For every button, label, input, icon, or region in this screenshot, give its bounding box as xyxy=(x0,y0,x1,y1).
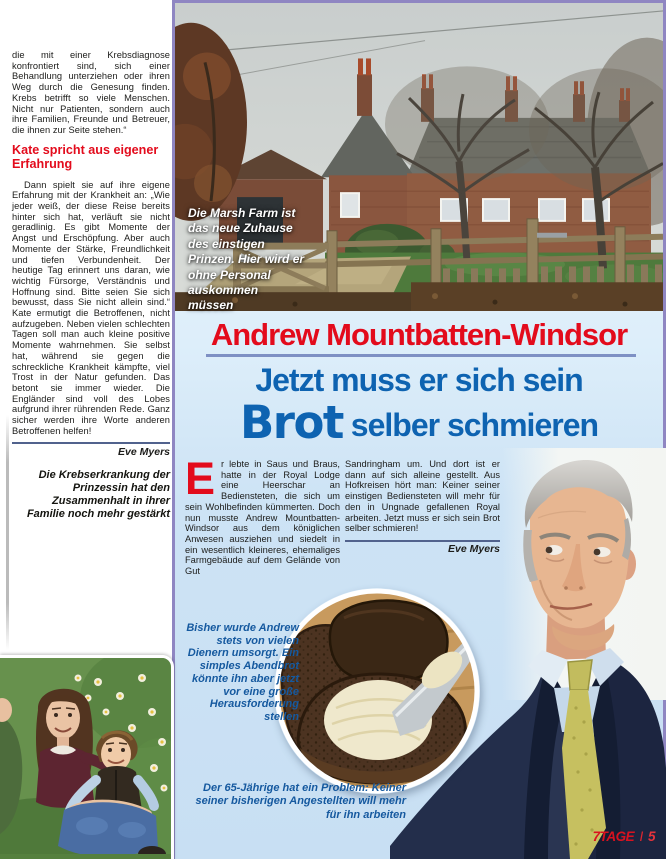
left-article-byline: Eve Myers xyxy=(118,445,170,458)
headline-line2 xyxy=(175,396,663,449)
kicker-headline: Andrew Mountbatten-Windsor xyxy=(210,317,628,352)
kate-family-illustration xyxy=(0,658,171,859)
article-column-2-text: Sandringham um. Und dort ist er dann auf sich alleine gestellt. Aus Hofkreisen hört man: Keiner seiner einstigen Bediensteten will mehr für den in Ungnade gefallenen Royal arbeiten. Jetzt muss er sich sein Brot selber schmieren! xyxy=(345,459,500,534)
farm-photo-caption: Die Marsh Farm ist das neue Zuhause des einstigen Prinzen. Hier wird er ohne Personal auskommen müssen xyxy=(188,206,305,313)
main-article-byline: Eve Myers xyxy=(448,542,500,555)
bread-photo xyxy=(274,588,480,794)
bread-illustration xyxy=(274,588,480,794)
kate-family-photo xyxy=(0,655,174,859)
headline-line2-rest: selber schmieren xyxy=(342,407,599,443)
left-article-paragraph-1: die mit einer Krebsdiagnose konfrontiert sind, sich einer Behandlung unterziehen oder ihren Weg durch die Genesung finden. Krebs betrifft so viele Menschen. Nicht nur Patienten, sondern auch ihre Familien, Freunde und Betreuer, die ihnen zur Seite stehen.“ xyxy=(12,50,170,135)
page-footer xyxy=(545,829,655,844)
divider-rule xyxy=(12,442,170,444)
headline-line1: Jetzt muss er sich sein xyxy=(255,362,583,398)
page-number: 5 xyxy=(647,829,655,844)
left-article-heading: Kate spricht aus eigener Erfahrung xyxy=(12,142,159,171)
main-headline xyxy=(175,360,663,448)
magazine-logo: 7TAGE xyxy=(592,829,635,844)
problem-caption: Der 65-Jährige hat ein Problem: Keiner seiner bisherigen Angestellten will mehr für ihn arbeiten xyxy=(195,782,406,821)
page-curl-shadow xyxy=(6,415,9,650)
drop-cap: E xyxy=(185,453,216,504)
kicker-underline xyxy=(206,354,636,357)
article-column-1-text: r lebte in Saus und Braus, hatte in der Royal Lodge eine Heerschar an Bediensteten, die sich um sein Wohlbefinden kümmerten. Doch nun musste Andrew Mountbatten-Windsor aus dem königlichen Anwesen ausziehen und siedelt in ein wesentlich kleineres, ehemaliges Farmgebäude auf dem Gelände von Gut xyxy=(185,459,340,577)
headline-emphasis-word: Brot xyxy=(239,396,343,449)
kate-photo-caption: Die Krebserkrankung der Prinzessin hat den Zusammenhalt in ihrer Familie noch mehr gestärkt xyxy=(26,468,170,521)
left-article-paragraph-2: Dann spielt sie auf ihre eigene Erfahrung mit der Krankheit an: „Wie jeder weiß, der diese Reise bereits hinter sich hat, verläuft sie nicht geradlinig. Es gibt Momente der Angst und Erschöpfung. Aber auch Momente der Stärke, Freundlichkeit und tiefen Verbundenheit. Der heutige Tag erinnert uns daran, wie wichtig Fürsorge, Verständnis und Hoffnung sind. Bitte seien Sie sich bewusst, dass Sie nicht allein sind.“ Kate ermutigt die Betroffenen, nicht aufzugeben. Neben vielen schlechten Tagen soll man auch kleine positive Momente wahrnehmen. Sie selbst hat, während sie gegen die schreckliche Krankheit kämpfte, viel Trost in der Natur gefunden. Das betont sie immer wieder. Die Engländer sind voll des Lobes aufgrund ihrer rührenden Rede. Ganz sicher werden ihre Worte anderen Betroffenen helfen! xyxy=(12,179,170,436)
footer-separator: I xyxy=(639,829,643,844)
bread-photo-caption: Bisher wurde Andrew stets von vielen Dienern umsorgt. Ein simples Abendbrot könnte ihn aber jetzt vor eine große Herausforderung stellen xyxy=(186,622,299,723)
left-article-column xyxy=(12,0,170,533)
